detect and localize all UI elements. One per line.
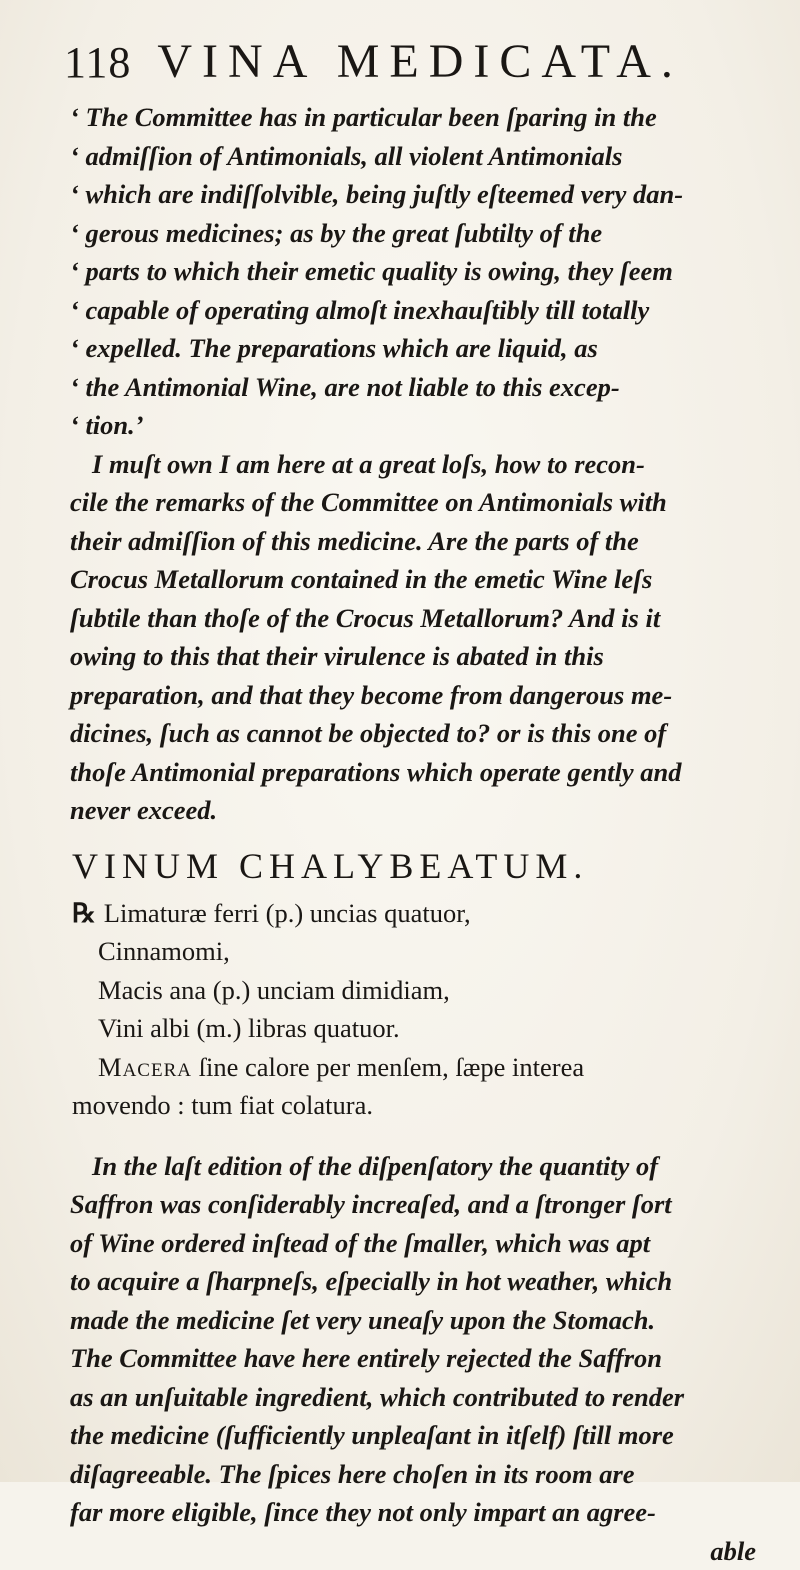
comment-line: ſubtile than thoſe of the Crocus Metallorum? And is it: [70, 599, 760, 638]
comment-line: their admiſſion of this medicine. Are the parts of the: [70, 522, 760, 561]
ingredient-line: Vini albi (m.) libras quatuor.: [70, 1009, 760, 1048]
page-number: 118: [64, 37, 131, 88]
quote-line: ‘ gerous medicines; as by the great ſubtilty of the: [70, 214, 760, 253]
quote-line: ‘ The Committee has in particular been ſparing in the: [70, 98, 760, 137]
quote-line: ‘ admiſſion of Antimonials, all violent Antimonials: [70, 137, 760, 176]
quote-line: ‘ the Antimonial Wine, are not liable to this excep-: [70, 368, 760, 407]
recipe-title: VINUM CHALYBEATUM.: [70, 838, 760, 894]
comment-line: I muſt own I am here at a great loſs, how to recon-: [70, 445, 760, 484]
comment-line: preparation, and that they become from dangerous me-: [70, 676, 760, 715]
note-line: made the medicine ſet very uneaſy upon the Stomach.: [70, 1301, 760, 1340]
section-gap: [70, 1125, 760, 1147]
note-line: to acquire a ſharpneſs, eſpecially in hot weather, which: [70, 1262, 760, 1301]
method-text: ſine calore per menſem, ſæpe interea: [192, 1052, 584, 1082]
note-line: diſagreeable. The ſpices here choſen in its room are: [70, 1455, 760, 1494]
quote-line: ‘ expelled. The preparations which are liquid, as: [70, 329, 760, 368]
recipe-section: [70, 838, 760, 1125]
note-line: Saffron was conſiderably increaſed, and a ſtronger ſort: [70, 1185, 760, 1224]
method-word: Macera: [98, 1052, 192, 1082]
note-line: of Wine ordered inſtead of the ſmaller, which was apt: [70, 1224, 760, 1263]
quote-line: ‘ parts to which their emetic quality is owing, they ſeem: [70, 252, 760, 291]
author-comment: [70, 445, 760, 830]
ingredient-line: Macis ana (p.) unciam dimidiam,: [70, 971, 760, 1010]
comment-line: cile the remarks of the Committee on Antimonials with: [70, 483, 760, 522]
ingredient-line: [70, 894, 760, 933]
note-line: The Committee have here entirely rejected the Saffron: [70, 1339, 760, 1378]
note-line: as an unſuitable ingredient, which contributed to render: [70, 1378, 760, 1417]
comment-line: never exceed.: [70, 791, 760, 830]
ingredient-text: Limaturæ ferri (p.) uncias quatuor,: [104, 898, 471, 928]
note-line: In the laſt edition of the diſpenſatory the quantity of: [70, 1147, 760, 1186]
ingredient-line: Cinnamomi,: [70, 932, 760, 971]
quote-line: ‘ tion.’: [70, 406, 760, 445]
comment-line: owing to this that their virulence is abated in this: [70, 637, 760, 676]
method-line: [70, 1048, 760, 1087]
note-line: the medicine (ſufficiently unpleaſant in itſelf) ſtill more: [70, 1416, 760, 1455]
comment-line: thoſe Antimonial preparations which operate gently and: [70, 753, 760, 792]
editorial-note: [70, 1147, 760, 1570]
quote-line: ‘ which are indiſſolvible, being juſtly eſteemed very dan-: [70, 175, 760, 214]
note-line: far more eligible, ſince they not only impart an agree-: [70, 1493, 760, 1532]
catchword: able: [70, 1532, 760, 1570]
page-body: [70, 98, 760, 1570]
page-header: [64, 34, 744, 94]
recipe-symbol-icon: ℞: [72, 898, 96, 928]
running-head: VINA MEDICATA.: [157, 34, 682, 89]
method-line: movendo : tum fiat colatura.: [70, 1086, 760, 1125]
comment-line: dicines, ſuch as cannot be objected to? or is this one of: [70, 714, 760, 753]
committee-quote: [70, 98, 760, 445]
comment-line: Crocus Metallorum contained in the emetic Wine leſs: [70, 560, 760, 599]
quote-line: ‘ capable of operating almoſt inexhauſtibly till totally: [70, 291, 760, 330]
